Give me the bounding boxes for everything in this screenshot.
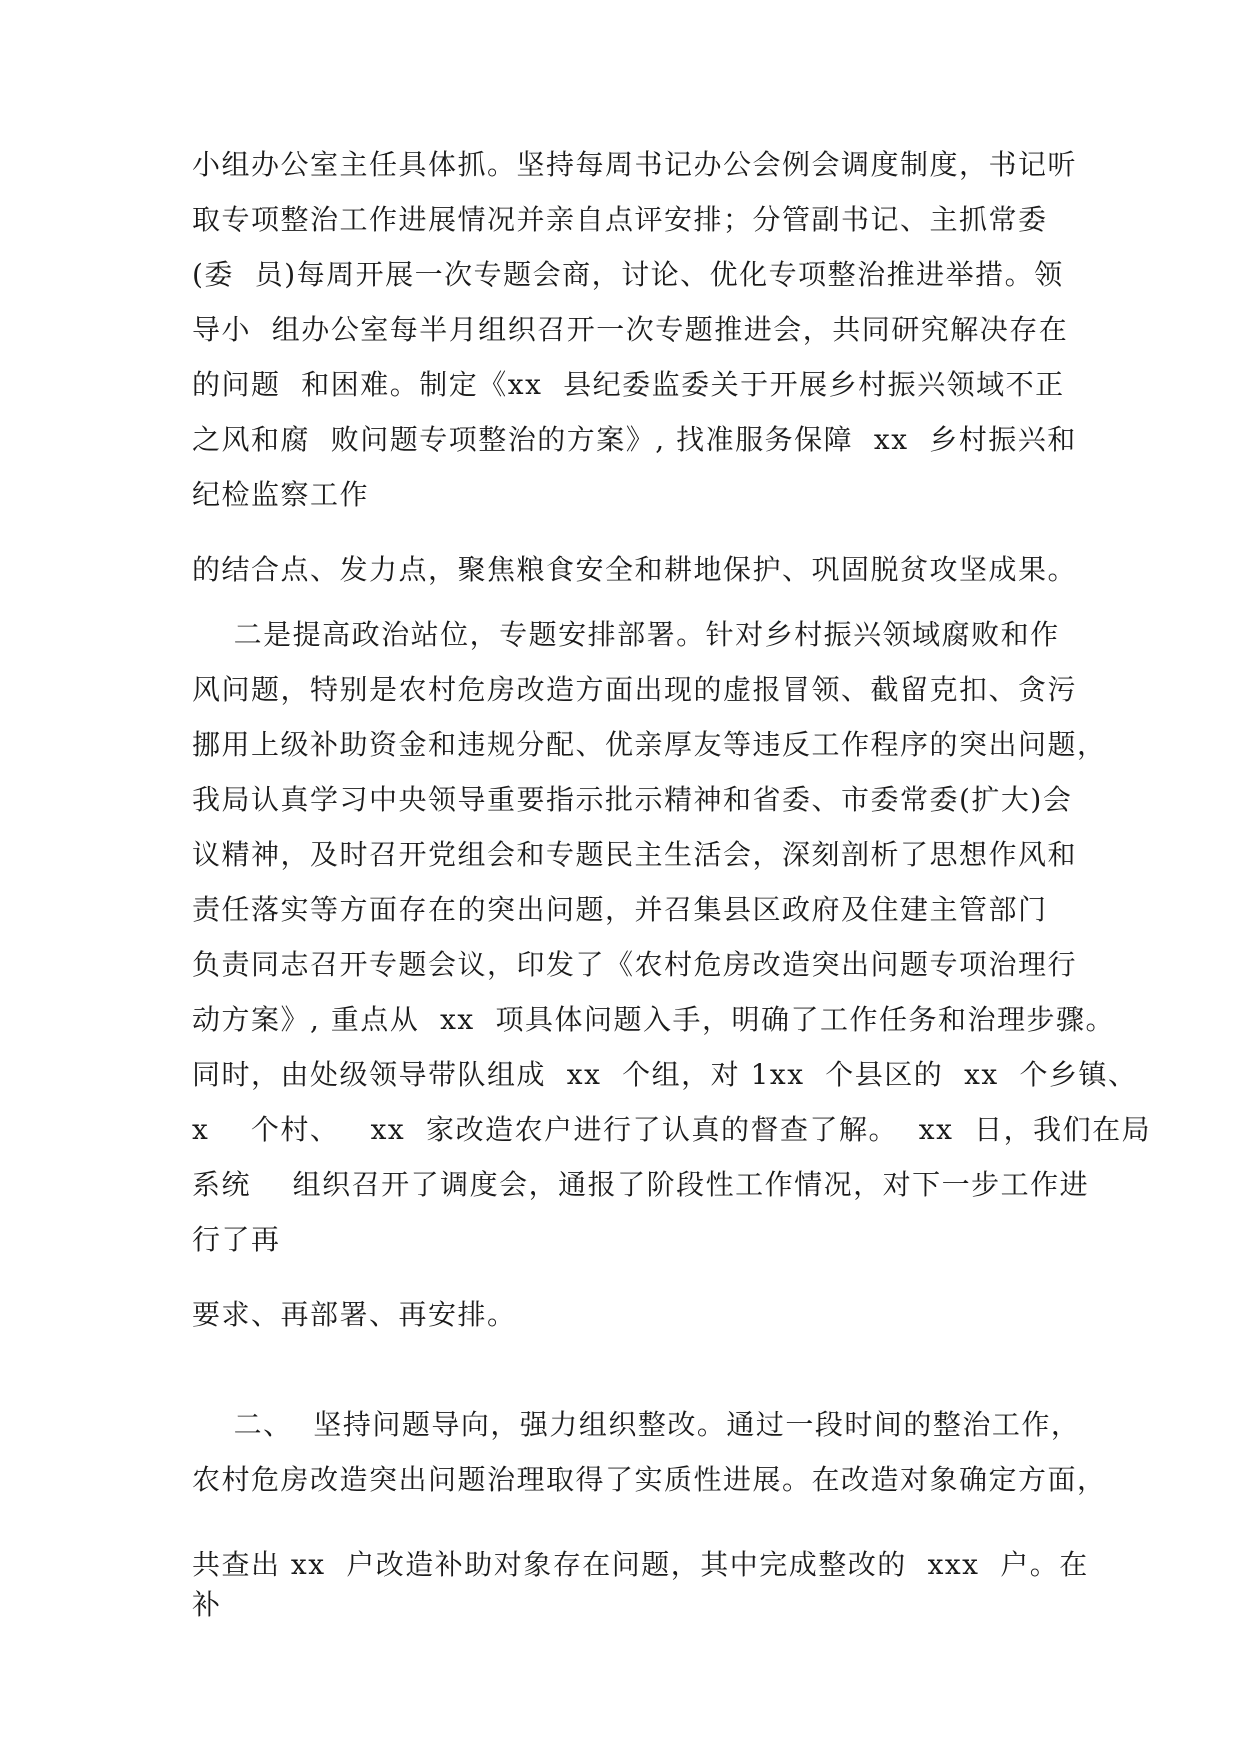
paragraph-line: 的结合点、发力点，聚焦粮食安全和耕地保护、巩固脱贫攻坚成果。 <box>192 553 1078 586</box>
paragraph-line: 系统 组织召开了调度会，通报了阶段性工作情况，对下一步工作进 <box>192 1168 1090 1201</box>
paragraph-line: x 个村、 xx 家改造农户进行了认真的督查了解。 xx 日，我们在局 <box>192 1113 1152 1146</box>
paragraph-line: 议精神，及时召开党组会和专题民主生活会，深刻剖析了思想作风和 <box>192 838 1078 871</box>
paragraph-line: 行了再 <box>192 1223 281 1256</box>
paragraph-line: 二是提高政治站位，专题安排部署。针对乡村振兴领域腐败和作 <box>192 618 1060 651</box>
paragraph-line: 风问题，特别是农村危房改造方面出现的虚报冒领、截留克扣、贪污 <box>192 673 1078 706</box>
paragraph-line: 的问题 和困难。制定《xx 县纪委监委关于开展乡村振兴领域不正 <box>192 368 1065 401</box>
paragraph-line: 补 <box>192 1588 222 1621</box>
paragraph-line: (委 员)每周开展一次专题会商，讨论、优化专项整治推进举措。领 <box>192 258 1064 291</box>
paragraph-line: 小组办公室主任具体抓。坚持每周书记办公会例会调度制度，书记听 <box>192 148 1078 181</box>
paragraph-line: 负责同志召开专题会议，印发了《农村危房改造突出问题专项治理行 <box>192 948 1078 981</box>
paragraph-line: 责任落实等方面存在的突出问题，并召集县区政府及住建主管部门 <box>192 893 1048 926</box>
paragraph-line: 要求、再部署、再安排。 <box>192 1298 517 1331</box>
paragraph-line: 取专项整治工作进展情况并亲自点评安排；分管副书记、主抓常委 <box>192 203 1048 236</box>
paragraph-line: 同时，由处级领导带队组成 xx 个组，对 1xx 个县区的 xx 个乡镇、 <box>192 1058 1138 1091</box>
paragraph-line: 我局认真学习中央领导重要指示批示精神和省委、市委常委(扩大)会 <box>192 783 1073 816</box>
paragraph-line: 之风和腐 败问题专项整治的方案》, 找准服务保障 xx 乡村振兴和 <box>192 423 1077 456</box>
paragraph-line: 农村危房改造突出问题治理取得了实质性进展。在改造对象确定方面， <box>192 1463 1107 1496</box>
paragraph-line: 动方案》, 重点从 xx 项具体问题入手，明确了工作任务和治理步骤。 <box>192 1003 1115 1036</box>
paragraph-line: 导小 组办公室每半月组织召开一次专题推进会，共同研究解决存在 <box>192 313 1069 346</box>
paragraph-line: 二、 坚持问题导向，强力组织整改。通过一段时间的整治工作， <box>192 1408 1081 1441</box>
paragraph-line: 共查出 xx 户改造补助对象存在问题，其中完成整改的 xxx 户。在 <box>192 1548 1089 1581</box>
paragraph-line: 挪用上级补助资金和违规分配、优亲厚友等违反工作程序的突出问题， <box>192 728 1107 761</box>
paragraph-line: 纪检监察工作 <box>192 478 370 511</box>
